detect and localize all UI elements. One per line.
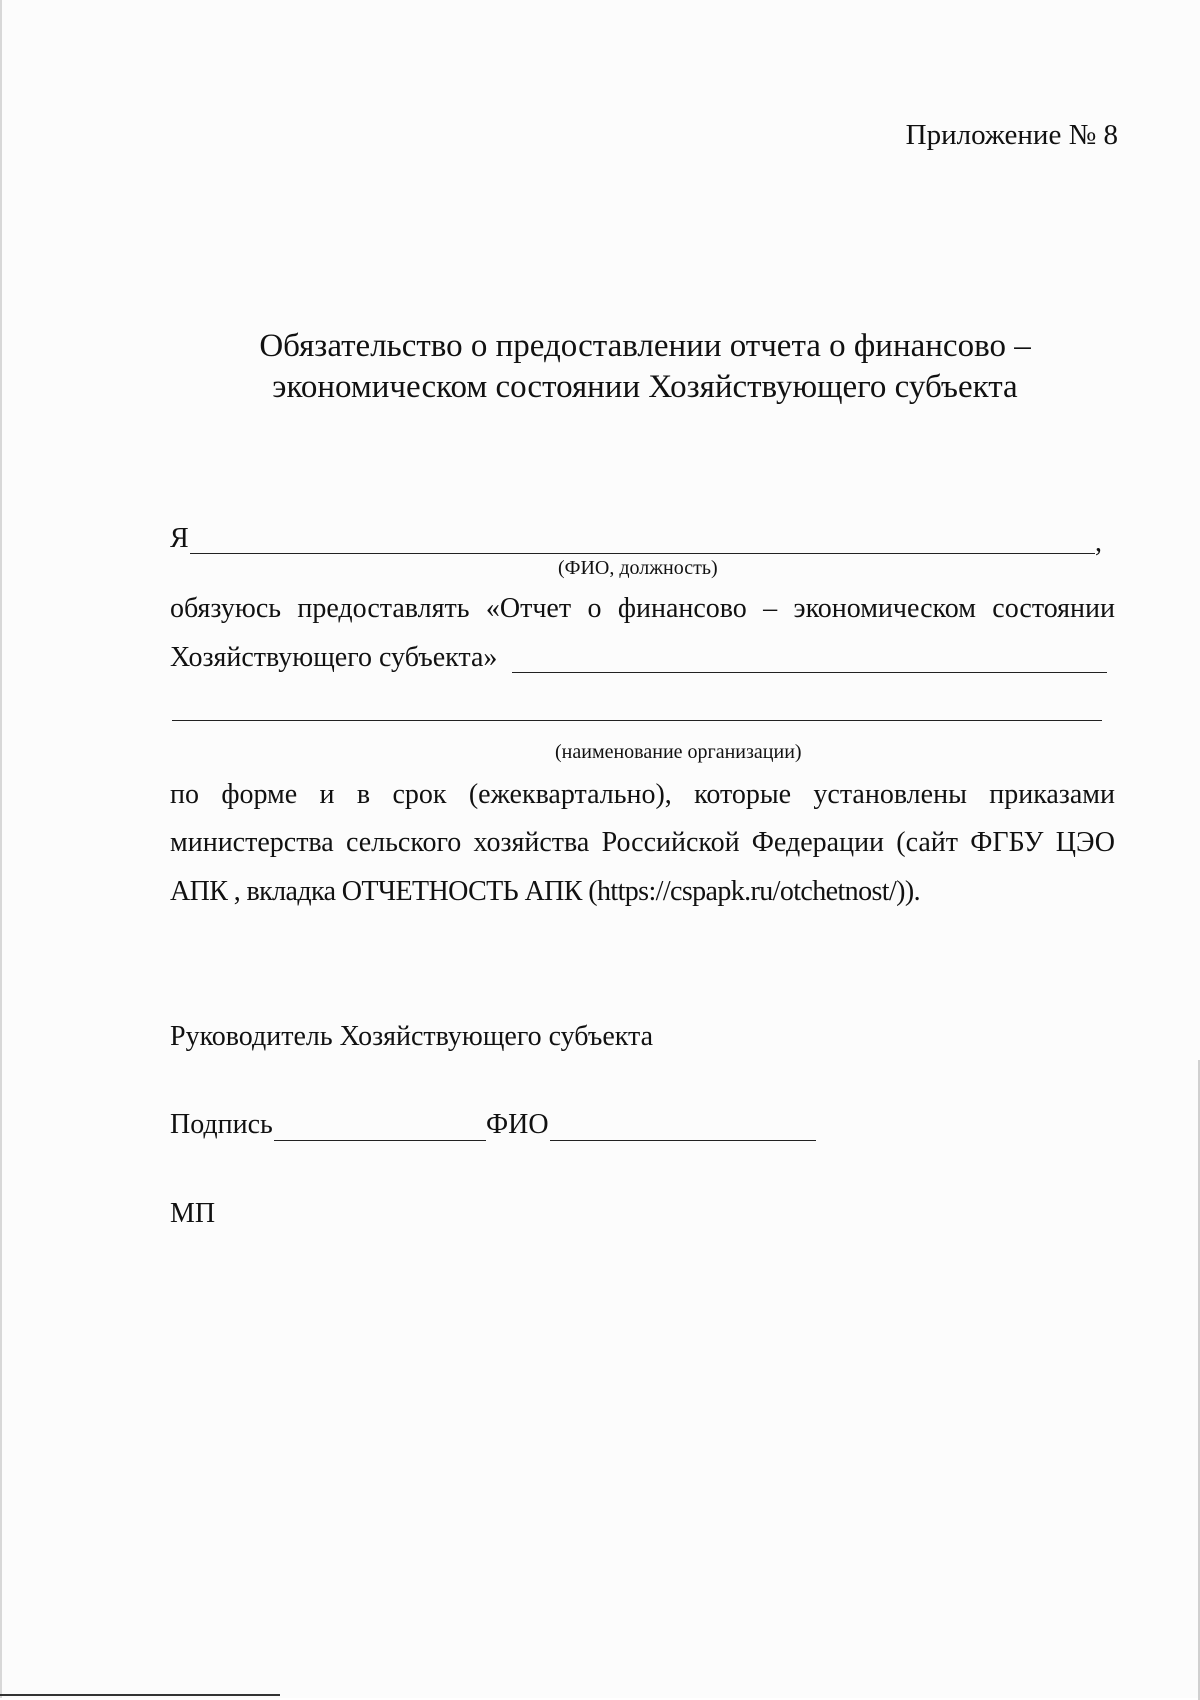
organization-name-hint: (наименование организации) — [555, 741, 802, 763]
pronoun-ya: Я — [170, 523, 189, 554]
fio-label: ФИО — [486, 1109, 549, 1140]
fio-position-hint: (ФИО, должность) — [558, 557, 718, 579]
organization-blank-line-1 — [512, 672, 1107, 673]
terms-line-1: по форме и в срок (ежеквартально), которые установлены приказами — [170, 779, 1115, 810]
fio-position-blank-line — [190, 553, 1095, 554]
terms-line-3: АПК , вкладка ОТЧЕТНОСТЬ АПК (https://cspapk.ru/otchetnost/)). — [170, 876, 920, 907]
head-of-entity-label: Руководитель Хозяйствующего субъекта — [170, 1021, 653, 1052]
document-title-line-2: экономическом состоянии Хозяйствующего субъекта — [272, 369, 1018, 405]
scan-left-edge — [0, 0, 2, 1698]
terms-line-2: министерства сельского хозяйства Российской Федерации (сайт ФГБУ ЦЭО — [170, 827, 1115, 858]
scan-bottom-edge — [0, 1694, 280, 1696]
stamp-place-label: МП — [170, 1198, 216, 1229]
signature-blank-line — [274, 1140, 486, 1141]
signature-label: Подпись — [170, 1109, 273, 1140]
obligation-line-1: обязуюсь предоставлять «Отчет о финансово – экономическом состоянии — [170, 593, 1115, 624]
organization-blank-line-2 — [172, 720, 1102, 721]
document-title-line-1: Обязательство о предоставлении отчета о финансово – — [259, 328, 1031, 364]
appendix-number: Приложение № 8 — [905, 119, 1118, 151]
fio-blank-line — [550, 1140, 816, 1141]
blank-trailing-comma: , — [1095, 527, 1102, 558]
obligation-line-2: Хозяйствующего субъекта» — [170, 642, 498, 673]
